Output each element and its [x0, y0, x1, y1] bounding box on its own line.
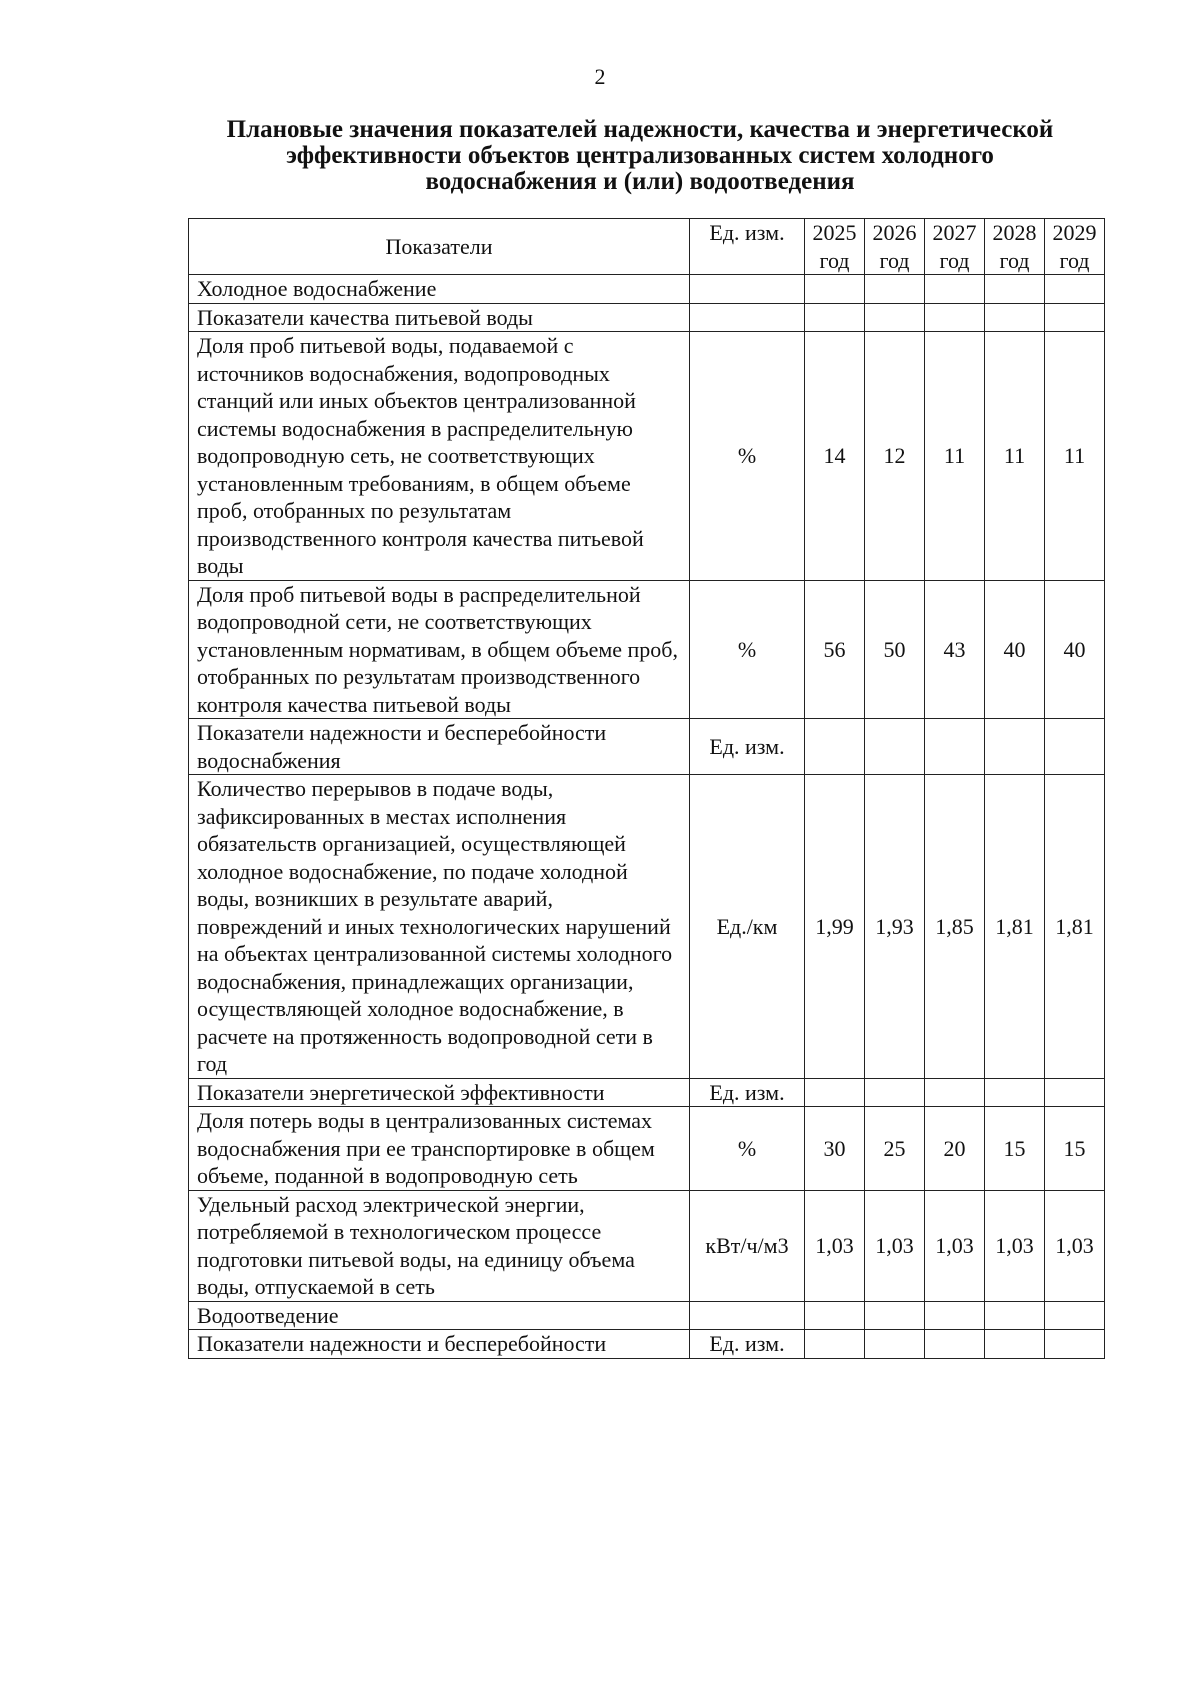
value-cell: 40	[1045, 580, 1105, 719]
value-cell: 1,81	[1045, 775, 1105, 1079]
header-year-2028: 2028 год	[985, 219, 1045, 275]
title-line-1: Плановые значения показателей надежности, качества и энергетической	[226, 116, 1054, 143]
unit-cell: Ед. изм.	[690, 1078, 805, 1107]
value-cell	[925, 275, 985, 304]
section-title: Показатели надежности и бесперебойности водоснабжения	[189, 719, 690, 775]
value-cell	[865, 1301, 925, 1330]
value-cell	[865, 275, 925, 304]
value-cell	[865, 719, 925, 775]
header-year-2027: 2027 год	[925, 219, 985, 275]
value-cell: 20	[925, 1107, 985, 1191]
value-cell	[925, 1330, 985, 1359]
value-cell	[1045, 303, 1105, 332]
table-body	[189, 275, 1105, 1359]
value-cell	[1045, 1078, 1105, 1107]
value-cell: 40	[985, 580, 1045, 719]
section-row	[189, 1301, 1105, 1330]
value-cell: 1,93	[865, 775, 925, 1079]
section-title: Показатели надежности и бесперебойности	[189, 1330, 690, 1359]
table-row	[189, 580, 1105, 719]
header-year-2026: 2026 год	[865, 219, 925, 275]
section-title: Холодное водоснабжение	[189, 275, 690, 304]
value-cell: 11	[1045, 332, 1105, 581]
value-cell	[985, 719, 1045, 775]
value-cell: 1,03	[805, 1190, 865, 1301]
value-cell: 1,85	[925, 775, 985, 1079]
value-cell: 56	[805, 580, 865, 719]
table-row	[189, 332, 1105, 581]
value-cell: 1,03	[865, 1190, 925, 1301]
value-cell	[1045, 275, 1105, 304]
indicator-name: Доля потерь воды в централизованных системах водоснабжения при ее транспортировке в общем объеме, поданной в водопроводную сеть	[189, 1107, 690, 1191]
value-cell: 15	[1045, 1107, 1105, 1191]
unit-cell: Ед./км	[690, 775, 805, 1079]
unit-cell: Ед. изм.	[690, 719, 805, 775]
indicator-name: Доля проб питьевой воды в распределительной водопроводной сети, не соответствующих установленным нормативам, в общем объеме проб, отобранных по результатам производственного контроля качества питьевой воды	[189, 580, 690, 719]
table-row	[189, 1107, 1105, 1191]
value-cell	[985, 1301, 1045, 1330]
unit-cell: %	[690, 1107, 805, 1191]
value-cell	[985, 275, 1045, 304]
title-line-2: эффективности объектов централизованных систем холодного	[286, 142, 994, 169]
value-cell	[865, 1330, 925, 1359]
section-row	[189, 275, 1105, 304]
table-row	[189, 1190, 1105, 1301]
value-cell	[985, 1078, 1045, 1107]
indicator-name: Количество перерывов в подаче воды, зафиксированных в местах исполнения обязательств организацией, осуществляющей холодное водоснабжение, по подаче холодной воды, возникших в результате аварий, повреждений и иных технологических нарушений на объектах централизованной системы холодного водоснабжения, принадлежащих организации, осуществляющей холодное водоснабжение, в расчете на протяженность водопроводной сети в год	[189, 775, 690, 1079]
value-cell	[805, 719, 865, 775]
header-year-2025: 2025 год	[805, 219, 865, 275]
unit-cell: %	[690, 580, 805, 719]
value-cell: 30	[805, 1107, 865, 1191]
section-row	[189, 303, 1105, 332]
header-unit: Ед. изм.	[690, 219, 805, 275]
value-cell	[1045, 1330, 1105, 1359]
value-cell: 1,99	[805, 775, 865, 1079]
value-cell: 1,81	[985, 775, 1045, 1079]
value-cell: 12	[865, 332, 925, 581]
header-year-2029: 2029 год	[1045, 219, 1105, 275]
document-title	[160, 117, 1120, 195]
value-cell	[925, 1301, 985, 1330]
unit-cell: Ед. изм.	[690, 1330, 805, 1359]
value-cell	[985, 303, 1045, 332]
title-line-3: водоснабжения и (или) водоотведения	[425, 168, 855, 195]
section-title: Показатели энергетической эффективности	[189, 1078, 690, 1107]
table-row	[189, 775, 1105, 1079]
unit-cell: %	[690, 332, 805, 581]
value-cell	[985, 1330, 1045, 1359]
table-header-row	[189, 219, 1105, 275]
value-cell	[925, 719, 985, 775]
value-cell: 1,03	[925, 1190, 985, 1301]
indicator-name: Удельный расход электрической энергии, потребляемой в технологическом процессе подготовки питьевой воды, на единицу объема воды, отпускаемой в сеть	[189, 1190, 690, 1301]
value-cell: 50	[865, 580, 925, 719]
unit-cell	[690, 303, 805, 332]
value-cell	[1045, 1301, 1105, 1330]
indicator-name: Доля проб питьевой воды, подаваемой с источников водоснабжения, водопроводных станций или иных объектов централизованной системы водоснабжения в распределительную водопроводную сеть, не соответствующих установленным требованиям, в общем объеме проб, отобранных по результатам производственного контроля качества питьевой воды	[189, 332, 690, 581]
section-row	[189, 1078, 1105, 1107]
value-cell	[925, 303, 985, 332]
value-cell	[805, 1078, 865, 1107]
value-cell: 1,03	[985, 1190, 1045, 1301]
value-cell	[805, 303, 865, 332]
unit-cell	[690, 275, 805, 304]
value-cell	[865, 303, 925, 332]
section-row	[189, 719, 1105, 775]
value-cell	[865, 1078, 925, 1107]
value-cell: 14	[805, 332, 865, 581]
value-cell: 11	[925, 332, 985, 581]
value-cell	[1045, 719, 1105, 775]
section-title: Показатели качества питьевой воды	[189, 303, 690, 332]
value-cell	[925, 1078, 985, 1107]
section-row	[189, 1330, 1105, 1359]
header-indicator: Показатели	[189, 219, 690, 275]
value-cell: 11	[985, 332, 1045, 581]
page-number: 2	[594, 64, 606, 89]
value-cell	[805, 275, 865, 304]
unit-cell: кВт/ч/м3	[690, 1190, 805, 1301]
section-title: Водоотведение	[189, 1301, 690, 1330]
value-cell	[805, 1330, 865, 1359]
value-cell	[805, 1301, 865, 1330]
unit-cell	[690, 1301, 805, 1330]
value-cell: 25	[865, 1107, 925, 1191]
value-cell: 15	[985, 1107, 1045, 1191]
indicators-table	[188, 218, 1105, 1359]
value-cell: 1,03	[1045, 1190, 1105, 1301]
value-cell: 43	[925, 580, 985, 719]
